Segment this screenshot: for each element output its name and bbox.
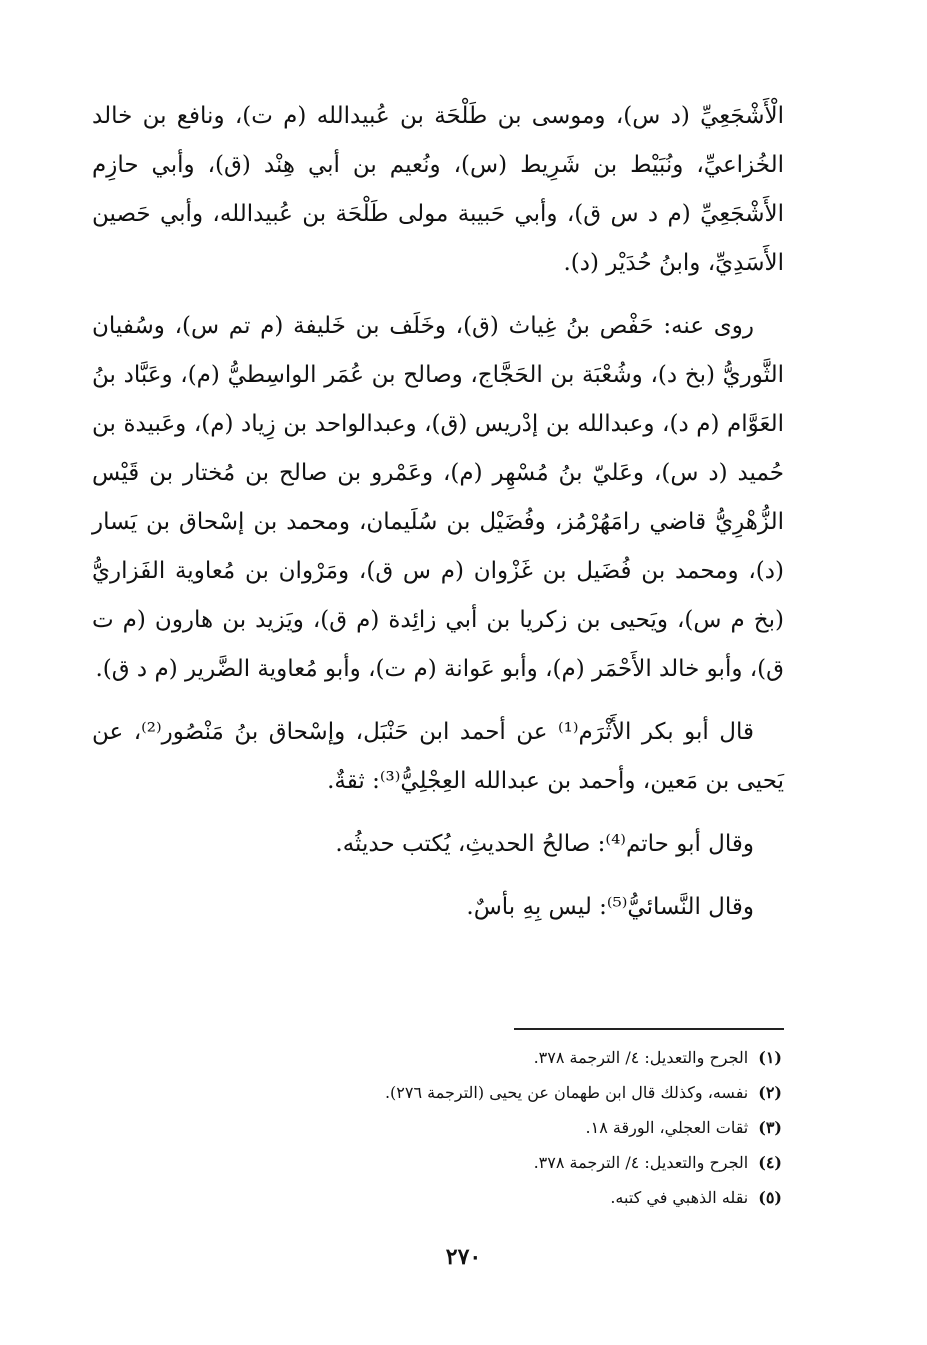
paragraph-athram-quote: قال أبو بكر الأَثْرَم⁽¹⁾ عن أحمد ابن حَنْبَل، وإسْحاق بنُ مَنْصُور⁽²⁾، عن يَحيى بن مَعين، وأحمد بن عبدالله العِجْلِيُّ⁽³⁾: ثقةٌ.	[92, 719, 784, 794]
footnote-number: (٤)	[758, 1153, 782, 1172]
paragraph-narrated-by: روى عنه: حَفْص بنُ غِياث (ق)، وخَلَف بن خَليفة (م تم س)، وسُفيان الثَّوريُّ (بخ د)، وشُعْبَة بن الحَجَّاج، وصالح بن عُمَر الواسِطيُّ (م)، وعَبَّاد بنُ العَوَّام (م د)، وعبدالله بن إدْريس (ق)، وعبدالواحد بن زِياد (م)، وعَبيدة بن حُميد (د س)، وعَليّ بنُ مُسْهِر (م)، وعَمْرو بن صالح بن مُختار بن قَيْس الزُّهْرِيُّ قاضي رامَهُرْمُز، وفُضَيْل بن سُلَيمان، ومحمد بن إسْحاق بن يَسار (د)، ومحمد بن فُضَيل بن غَزْوان (م س ق)، ومَرْوان بن مُعاوية الفَزاريُّ (بخ م س)، ويَحيى بن زكريا بن أبي زائِدة (م ق)، ويَزيد بن هارون (م ت ق)، وأبو خالد الأَحْمَر (م)، وأبو عَوانة (م ت)، وأبو مُعاوية الضَّرير (م د ق).	[92, 313, 784, 682]
footnote-text: الجرح والتعديل: ٤/ الترجمة ٣٧٨.	[533, 1048, 749, 1067]
footnote-text: ثقات العجلي، الورقة ١٨.	[585, 1118, 749, 1137]
footnote-4	[92, 1145, 784, 1180]
footnote-number: (١)	[758, 1048, 782, 1067]
footnotes	[92, 1028, 784, 1215]
footnote-text: الجرح والتعديل: ٤/ الترجمة ٣٧٨.	[533, 1153, 749, 1172]
footnote-2	[92, 1075, 784, 1110]
paragraph-nasai-quote: وقال النَّسائيُّ⁽⁵⁾: ليس بِهِ بأسٌ.	[466, 894, 754, 920]
footnote-3	[92, 1110, 784, 1145]
footnote-separator	[514, 1028, 784, 1030]
footnote-5	[92, 1180, 784, 1215]
footnote-number: (٢)	[758, 1083, 782, 1102]
paragraph-narrators-from: الْأَشْجَعِيِّ (د س)، وموسى بن طَلْحَة بن عُبيدالله (م ت)، ونافع بن خالد الخُزاعيِّ، ونُبَيْط بن شَرِيط (س)، ونُعيم بن أبي هِنْد (ق)، وأبي حازِم الأَشْجَعِيِّ (م د س ق)، وأبي حَبيبة مولى طَلْحَة بن عُبيدالله، وأبي حَصين الأَسَدِيِّ، وابنُ حُدَيْر (د).	[92, 103, 784, 276]
footnote-number: (٣)	[758, 1118, 782, 1137]
footnote-text: نفسه، وكذلك قال ابن طهمان عن يحيى (الترجمة ٢٧٦).	[384, 1083, 749, 1102]
page-number: ٢٧٠	[445, 1244, 482, 1270]
footnote-1	[92, 1040, 784, 1075]
footnote-text: نقله الذهبي في كتبه.	[610, 1188, 749, 1207]
footnote-number: (٥)	[758, 1188, 782, 1207]
main-text	[92, 92, 784, 932]
paragraph-abu-hatim-quote: وقال أبو حاتم⁽⁴⁾: صالحُ الحديثِ، يُكتب حديثُه.	[335, 831, 754, 857]
